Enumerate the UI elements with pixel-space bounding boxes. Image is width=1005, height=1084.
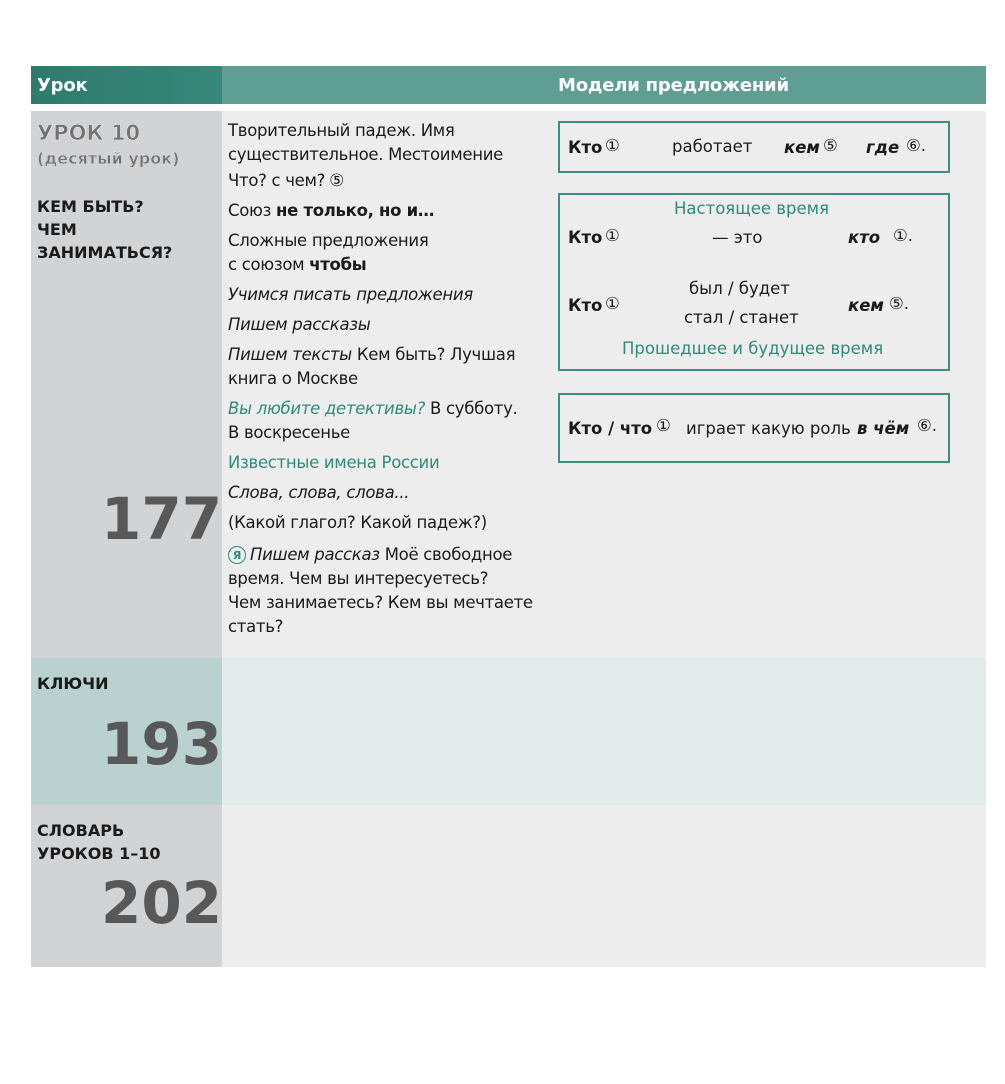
detectives-line — [228, 397, 548, 421]
speech-bubble-icon: Я — [228, 546, 246, 564]
grammar-question: Что? с чем? — [228, 171, 326, 190]
model-kto: кто — [848, 228, 881, 247]
case-5-icon: ⑤. — [889, 294, 910, 313]
header-lesson-label: Урок — [37, 75, 88, 96]
words-line: Слова, слова, слова... — [228, 483, 410, 502]
model-plays-role: играет какую роль — [686, 419, 851, 438]
keys-content-cell — [222, 658, 986, 805]
grammar-line: существительное. Местоимение — [228, 145, 503, 164]
model-who: Кто — [568, 138, 603, 157]
case-1-icon: ①. — [893, 226, 914, 245]
write-texts-rest: Кем быть? Лучшая — [351, 345, 516, 364]
model-v-chem: в чём — [857, 419, 910, 438]
write-texts-italic: Пишем тексты — [228, 345, 352, 364]
model-who: Кто — [568, 228, 603, 247]
complex-line: Сложные предложения — [228, 231, 429, 250]
complex-line — [228, 253, 548, 277]
write-texts-line — [228, 343, 548, 367]
conjunction-line — [228, 199, 548, 223]
conjunction-prefix: Союз — [228, 201, 277, 220]
header-lesson-cell — [31, 66, 222, 104]
dictionary-title — [37, 819, 217, 865]
model-box-role — [558, 393, 950, 463]
conjunction-bold: не только, но и… — [276, 201, 435, 220]
keys-row — [31, 658, 986, 805]
write-story-italic: Пишем рассказ — [250, 545, 380, 564]
lesson-topic — [37, 195, 217, 264]
model-kem: кем — [784, 138, 820, 157]
lesson-cell — [31, 111, 222, 658]
dictionary-cell — [31, 805, 222, 967]
dictionary-title-line: УРОКОВ 1–10 — [37, 844, 161, 863]
lesson-topic-line: ЧЕМ — [37, 220, 77, 239]
learn-write-line: Учимся писать предложения — [228, 285, 473, 304]
complex-bold: чтобы — [309, 255, 367, 274]
famous-names-line: Известные имена России — [228, 453, 440, 472]
case-5-icon: ⑤ — [823, 136, 838, 155]
write-story-line: Чем занимаетесь? Кем вы мечтаете — [228, 593, 533, 612]
keys-title: КЛЮЧИ — [37, 674, 109, 693]
lesson-10-row — [31, 111, 986, 658]
write-story-line: стать? — [228, 617, 284, 636]
model-who: Кто — [568, 296, 603, 315]
case-1-icon: ① — [605, 226, 620, 245]
write-stories-line: Пишем рассказы — [228, 315, 371, 334]
model-gde: где — [866, 138, 900, 157]
model-eto: — это — [712, 228, 763, 247]
header-models-cell — [222, 66, 986, 104]
lesson-subtitle: (десятый урок) — [37, 149, 180, 168]
case-5-icon: ⑤ — [329, 171, 345, 191]
model-box-be — [558, 193, 950, 371]
lesson-title: УРОК 10 — [37, 121, 141, 145]
model-kem: кем — [848, 296, 884, 315]
case-1-icon: ① — [605, 136, 620, 155]
dictionary-row — [31, 805, 986, 967]
write-texts-line: книга о Москве — [228, 369, 358, 388]
grammar-line: Творительный падеж. Имя — [228, 121, 455, 140]
write-story-rest: Моё свободное — [379, 545, 513, 564]
header-models-label: Модели предложений — [558, 75, 789, 96]
dictionary-content-cell — [222, 805, 986, 967]
keys-cell — [31, 658, 222, 805]
case-1-icon: ① — [605, 294, 620, 313]
model-was-will: был / будет — [689, 279, 790, 298]
case-6-icon: ⑥. — [906, 136, 927, 155]
model-verb: работает — [672, 137, 753, 156]
keys-page-number[interactable]: 193 — [101, 710, 223, 778]
dictionary-page-number[interactable]: 202 — [101, 869, 223, 937]
table-header — [31, 66, 986, 104]
model-box-works — [558, 121, 950, 173]
detectives-italic: Вы любите детективы? — [228, 399, 426, 418]
detectives-line: В воскресенье — [228, 423, 351, 442]
case-1-icon: ① — [656, 416, 671, 435]
dictionary-title-line: СЛОВАРЬ — [37, 821, 125, 840]
complex-prefix: с союзом — [228, 255, 310, 274]
write-story-line: время. Чем вы интересуетесь? — [228, 569, 489, 588]
which-verb-line: (Какой глагол? Какой падеж?) — [228, 513, 487, 532]
past-future-time-label: Прошедшее и будущее время — [622, 339, 884, 358]
model-became: стал / станет — [684, 308, 799, 327]
case-6-icon: ⑥. — [917, 416, 938, 435]
grammar-line — [228, 169, 548, 193]
lesson-contents — [228, 119, 548, 639]
write-story-line — [228, 543, 548, 567]
present-time-label: Настоящее время — [674, 199, 830, 218]
lesson-topic-line: ЗАНИМАТЬСЯ? — [37, 243, 173, 262]
model-who-what: Кто / что — [568, 419, 653, 438]
lesson-content-cell — [222, 111, 986, 658]
lesson-page-number[interactable]: 177 — [101, 485, 223, 553]
detectives-rest: В субботу. — [425, 399, 518, 418]
lesson-topic-line: КЕМ БЫТЬ? — [37, 197, 144, 216]
